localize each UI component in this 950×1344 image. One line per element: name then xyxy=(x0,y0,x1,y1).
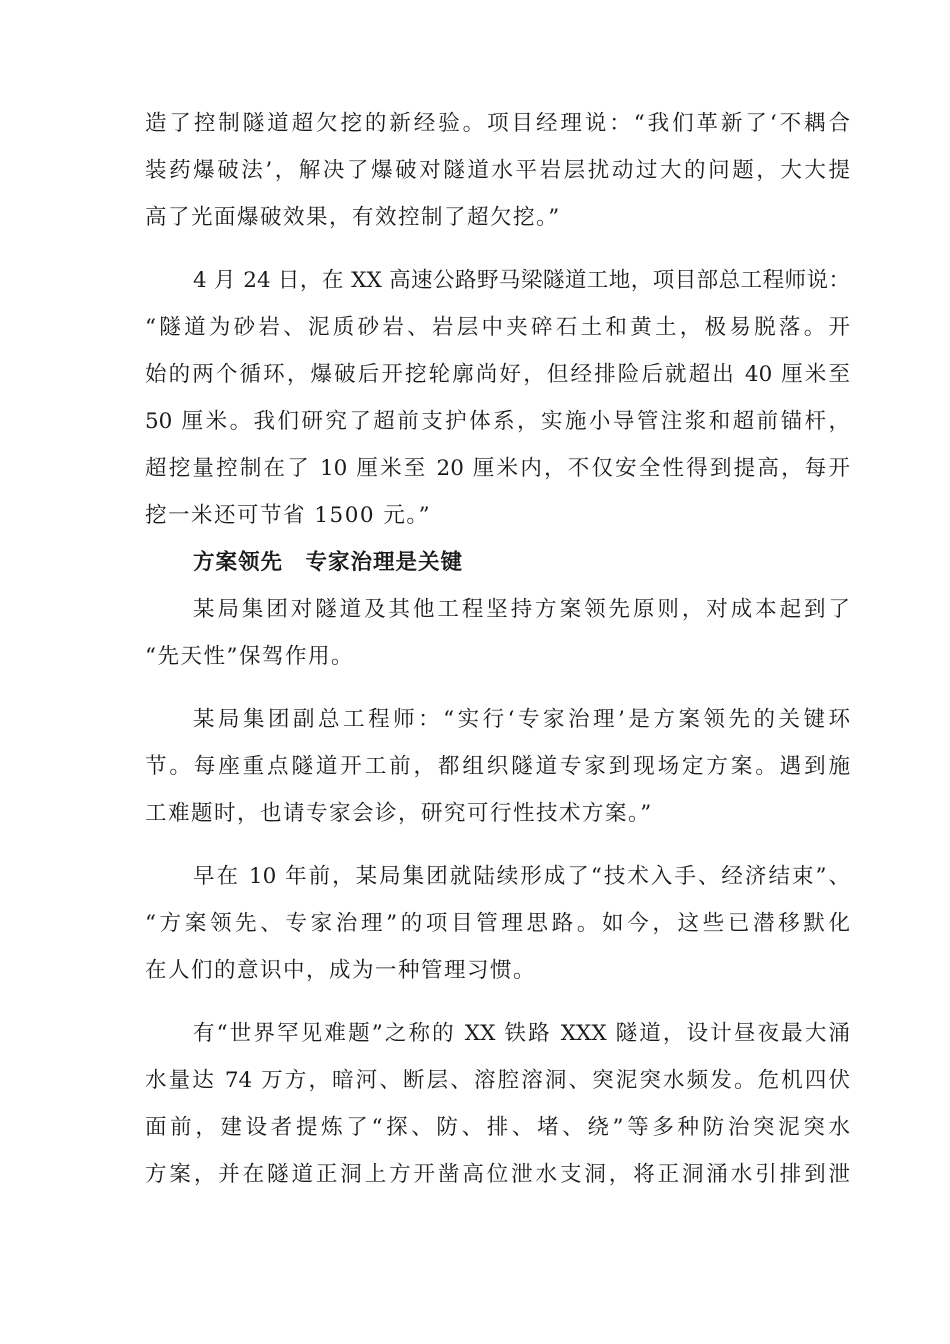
text-line: 在人们的意识中，成为一种管理习惯。 xyxy=(145,958,537,983)
text-line: 工难题时，也请专家会诊，研究可行性技术方案。” xyxy=(145,801,653,826)
text-line: “隧道为砂岩、泥质砂岩、岩层中夹碎石土和黄土，极易脱落。开 xyxy=(145,315,850,340)
text-line: 有“世界罕见难题”之称的 XX 铁路 XXX 隧道，设计昼夜最大涌 xyxy=(193,1021,850,1046)
text-line: 早在 10 年前，某局集团就陆续形成了“技术入手、经济结束”、 xyxy=(193,864,850,889)
text-line: 方案，并在隧道正洞上方开凿高位泄水支洞，将正洞涌水引排到泄 xyxy=(145,1162,850,1187)
text-line: 高了光面爆破效果，有效控制了超欠挖。” xyxy=(145,205,561,230)
text-line: 水量达 74 万方，暗河、断层、溶腔溶洞、突泥突水频发。危机四伏 xyxy=(145,1068,850,1093)
text-line: 装药爆破法’，解决了爆破对隧道水平岩层扰动过大的问题，大大提 xyxy=(145,158,850,183)
paragraph xyxy=(145,1010,850,1198)
text-line: 造了控制隧道超欠挖的新经验。项目经理说：“我们革新了‘不耦合 xyxy=(145,111,850,136)
text-line: 超挖量控制在了 10 厘米至 20 厘米内，不仅安全性得到提高，每开 xyxy=(145,456,850,481)
paragraph-gap xyxy=(145,994,850,1010)
paragraph-gap xyxy=(145,837,850,853)
paragraph xyxy=(145,853,850,994)
text-line: 面前，建设者提炼了“探、防、排、堵、绕”等多种防治突泥突水 xyxy=(145,1115,850,1140)
paragraph xyxy=(145,696,850,837)
text-line: 某局集团副总工程师：“实行‘专家治理’是方案领先的关键环 xyxy=(193,707,850,732)
paragraph xyxy=(145,257,850,539)
text-line: “方案领先、专家治理”的项目管理思路。如今，这些已潜移默化 xyxy=(145,911,850,936)
paragraph-gap xyxy=(145,241,850,257)
paragraph-gap xyxy=(145,680,850,696)
paragraph xyxy=(145,586,850,680)
text-line: “先天性”保驾作用。 xyxy=(145,644,354,669)
text-line: 节。每座重点隧道开工前，都组织隧道专家到现场定方案。遇到施 xyxy=(145,754,850,779)
paragraph xyxy=(145,100,850,241)
section-heading: 方案领先 专家治理是关键 xyxy=(193,550,464,575)
text-line: 始的两个循环，爆破后开挖轮廓尚好，但经排险后就超出 40 厘米至 xyxy=(145,362,850,387)
text-line: 某局集团对隧道及其他工程坚持方案领先原则，对成本起到了 xyxy=(193,597,850,622)
document-body xyxy=(145,100,850,1198)
text-line: 挖一米还可节省 1500 元。” xyxy=(145,503,432,528)
text-line: 50 厘米。我们研究了超前支护体系，实施小导管注浆和超前锚杆， xyxy=(145,409,850,434)
text-line: 4 月 24 日，在 XX 高速公路野马梁隧道工地，项目部总工程师说： xyxy=(193,268,850,293)
